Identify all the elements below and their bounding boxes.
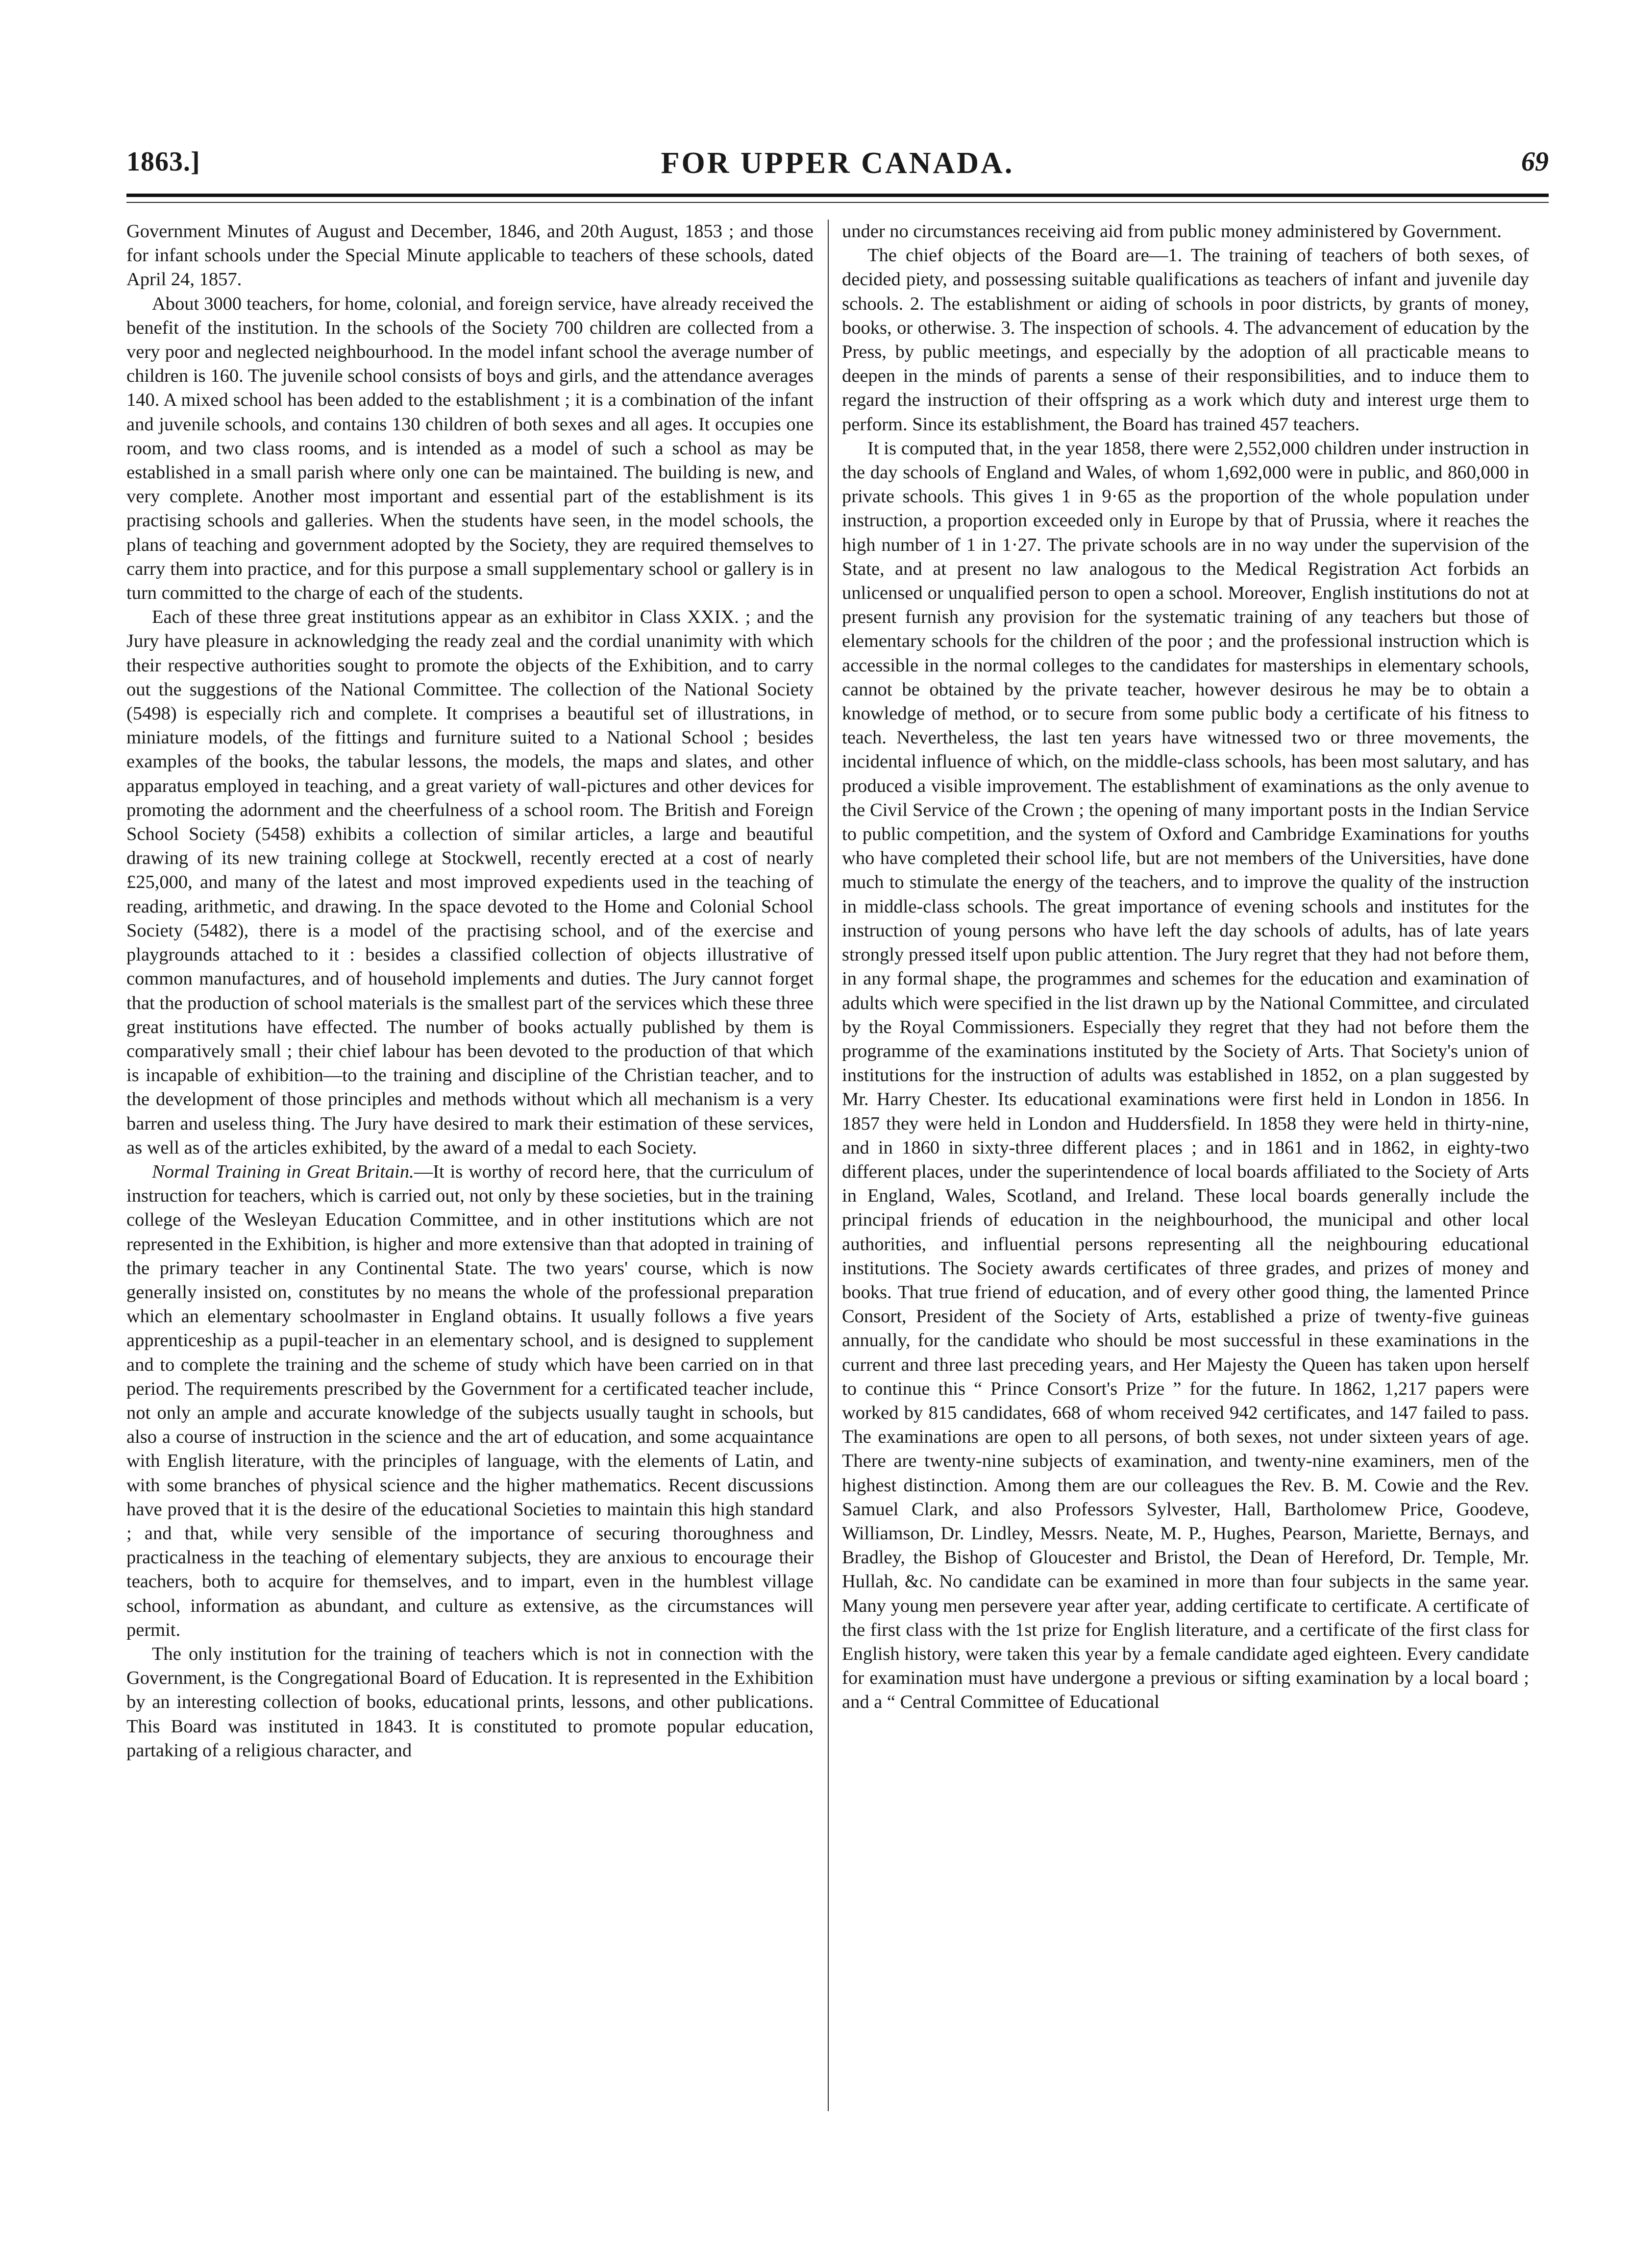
header-page-number: 69	[1521, 147, 1549, 177]
paragraph	[126, 292, 814, 606]
left-column	[126, 220, 814, 2111]
paragraph	[126, 1160, 814, 1642]
paragraph-text: Each of these three great institutions appear as an exhibitor in Class XXIX. ; and the Jury have pleasure in acknowledging the ready zeal and the cordial unanimity with which their respective authorities sought to promote the objects of the Exhibition, and to carry out the suggestions of the National Committee. The collection of the National Society (5498) is especially rich and complete. It comprises a beautiful set of illustrations, in miniature models, of the fittings and furniture suited to a National School ; besides examples of the books, the tabular lessons, the models, the maps and slates, and other apparatus employed in teaching, and a great variety of wall-pictures and other devices for promoting the adornment and the cheerfulness of a school room. The British and Foreign School Society (5458) exhibits a collection of similar articles, a large and beautiful drawing of its new training college at Stockwell, recently erected at a cost of nearly £25,000, and many of the latest and most improved expedients used in the teaching of reading, arithmetic, and drawing. In the space devoted to the Home and Colonial School Society (5482), there is a model of the practising school, and of the exercise and playgrounds attached to it : besides a classified collection of objects illustrative of common manufactures, and of household implements and duties. The Jury cannot forget that the production of school materials is the smallest part of the services which these three great institutions have effected. The number of books actually published by them is comparatively small ; their chief labour has been devoted to the production of that which is incapable of exhibition—to the training and discipline of the Christian teacher, and to the development of those principles and methods without which all mechanism is a very barren and useless thing. The Jury have desired to mark their estimation of these services, as well as of the articles exhibited, by the award of a medal to each Society.	[126, 607, 814, 1158]
page-header	[126, 146, 1549, 185]
column-divider	[828, 220, 829, 2111]
right-column	[842, 220, 1529, 2111]
paragraph	[126, 1642, 814, 1763]
paragraph: under no circumstances receiving aid from public money administered by Government.	[842, 221, 1502, 242]
paragraph	[126, 220, 814, 292]
paragraph: The chief objects of the Board are—1. The training of teachers of both sexes, of decided piety, and possessing suitable qualifications as teachers of infant and juvenile day schools. 2. The establishment or aiding of schools in poor districts, by grants of money, books, or otherwise. 3. The inspection of schools. 4. The advancement of education by the Press, by public meetings, and especially by the adoption of all practicable means to deepen in the minds of parents a sense of their responsibilities, and to induce them to regard the instruction of their offspring as a work which duty and interest urge them to perform. Since its establishment, the Board has trained 457 teachers.	[842, 245, 1529, 435]
paragraph-text: —It is worthy of record here, that the curriculum of instruction for teachers, which is carried out, not only by these societies, but in the training college of the Wesleyan Education Committee, and in other institutions which are not represented in the Exhibition, is higher and more extensive than that adopted in training of the primary teacher in any Continental State. The two years' course, which is now generally insisted on, constitutes by no means the whole of the professional preparation which an elementary schoolmaster in England obtains. It usually follows a five years apprenticeship as a pupil-teacher in an elementary school, and is designed to supplement and to complete the training and the scheme of study which have been carried on in that period. The requirements prescribed by the Government for a certificated teacher include, not only an ample and accurate knowledge of the subjects usually taught in schools, but also a course of instruction in the science and the art of education, and some acquaintance with English literature, with the principles of language, with the elements of Latin, and with some branches of physical science and the higher mathematics. Recent discussions have proved that it is the desire of the educational Societies to maintain this high standard ; and that, while very sensible of the importance of securing thoroughness and practicalness in the teaching of elementary subjects, they are anxious to encourage their teachers, both to acquire for themselves, and to impart, even in the humblest village school, information as abundant, and culture as extensive, as the circumstances will permit.	[126, 1161, 814, 1640]
header-year: 1863.]	[126, 147, 200, 177]
header-rule-thick	[126, 194, 1549, 197]
header-title: FOR UPPER CANADA.	[661, 147, 1014, 180]
header-rule-thin	[126, 202, 1549, 203]
paragraph-text: The only institution for the training of teachers which is not in connection with the Government, is the Congregational Board of Education. It is represented in the Exhibition by an interesting collection of books, educational prints, lessons, and other publications. This Board was instituted in 1843. It is constituted to promote popular education, partaking of a religious character, and	[126, 1643, 814, 1761]
paragraph	[126, 605, 814, 1160]
paragraph: It is computed that, in the year 1858, there were 2,552,000 children under instruction in the day schools of England and Wales, of whom 1,692,000 were in public, and 860,000 in private schools. This gives 1 in 9·65 as the proportion of the whole population under instruction, a proportion exceeded only in Europe by that of Prussia, where it reaches the high number of 1 in 1·27. The private schools are in no way under the supervision of the State, and at present no law analogous to the Medical Registration Act forbids an unlicensed or unqualified person to open a school. Moreover, English institutions do not at present furnish any provision for the systematic training of any teachers but those of elementary schools for the children of the poor ; and the professional instruction which is accessible in the normal colleges to the candidates for masterships in elementary schools, cannot be obtained by the private teacher, however desirous he may be to obtain a knowledge of method, or to secure from some public body a certificate of his fitness to teach. Nevertheless, the last ten years have witnessed two or three movements, the incidental influence of which, on the middle-class schools, has been most salutary, and has produced a visible improvement. The establishment of examinations as the only avenue to the Civil Service of the Crown ; the opening of many important posts in the Indian Service to public competition, and the system of Oxford and Cambridge Examinations for youths who have completed their school life, but are not members of the Universities, have done much to stimulate the energy of the teachers, and to improve the quality of the instruction in middle-class schools. The great importance of evening schools and institutes for the instruction of young persons who have left the day schools of adults, has of late years strongly pressed itself upon public attention. The Jury regret that they had not before them, in any formal shape, the programmes and schemes for the education and examination of adults which were specified in the list drawn up by the National Committee, and circulated by the Royal Commissioners. Especially they regret that they had not before them the programme of the examinations instituted by the Society of Arts. That Society's union of institutions for the instruction of adults was established in 1852, on a plan suggested by Mr. Harry Chester. Its educational examinations were first held in London in 1856. In 1857 they were held in London and Huddersfield. In 1858 they were held in thirty-nine, and in 1860 in sixty-three different places ; and in 1861 and in 1862, in eighty-two different places, under the superintendence of local boards affiliated to the Society of Arts in England, Wales, Scotland, and Ireland. These local boards generally include the principal friends of education in the neighbourhood, the municipal and other local authorities, and influential persons representing all the neighbouring educational institutions. The Society awards certificates of three grades, and prizes of money and books. That true friend of education, and of every other good thing, the lamented Prince Consort, President of the Society of Arts, established a prize of twenty-five guineas annually, for the candidate who should be most successful in these examinations in the current and three last preceding years, and Her Majesty the Queen has taken upon herself to continue this “ Prince Consort's Prize ” for the future. In 1862, 1,217 papers were worked by 815 candidates, 668 of whom received 942 certificates, and 147 failed to pass. The examinations are open to all persons, of both sexes, not under sixteen years of age. There are twenty-nine subjects of examination, and twenty-nine examiners, men of the highest distinction. Among them are our colleagues the Rev. B. M. Cowie and the Rev. Samuel Clark, and also Professors Sylvester, Hall, Bartholomew Price, Goodeve, Williamson, Dr. Lindley, Messrs. Neate, M. P., Hughes, Pearson, Mariette, Bernays, and Bradley, the Bishop of Gloucester and Bristol, the Dean of Hereford, Dr. Temple, Mr. Hullah, &c. No candidate can be examined in more than four subjects in the same year. Many young men persevere year after year, adding certificate to certificate. A certificate of the first class with the 1st prize for English literature, and a certificate of the first class for English history, were taken this year by a female candidate aged eighteen. Every candidate for examination must have undergone a previous or sifting examination by a local board ; and a “ Central Committee of Educational	[842, 438, 1529, 1713]
paragraph-text: Government Minutes of August and December, 1846, and 20th August, 1853 ; and those for infant schools under the Special Minute applicable to teachers of these schools, dated April 24, 1857.	[126, 221, 814, 290]
section-heading: Normal Training in Great Britain.	[152, 1161, 414, 1182]
paragraph-text: About 3000 teachers, for home, colonial, and foreign service, have already received the benefit of the institution. In the schools of the Society 700 children are collected from a very poor and neglected neighbourhood. In the model infant school the average number of children is 160. The juvenile school consists of boys and girls, and the attendance averages 140. A mixed school has been added to the establishment ; it is a combination of the infant and juvenile schools, and contains 130 children of both sexes and all ages. It occupies one room, and two class rooms, and is intended as a model of such a school as may be established in a small parish where only one can be maintained. The building is new, and very complete. Another most important and essential part of the establishment is its practising schools and galleries. When the students have seen, in the model schools, the plans of teaching and government adopted by the Society, they are required themselves to carry them into practice, and for this purpose a small supplementary school or gallery is in turn committed to the charge of each of the students.	[126, 293, 814, 604]
